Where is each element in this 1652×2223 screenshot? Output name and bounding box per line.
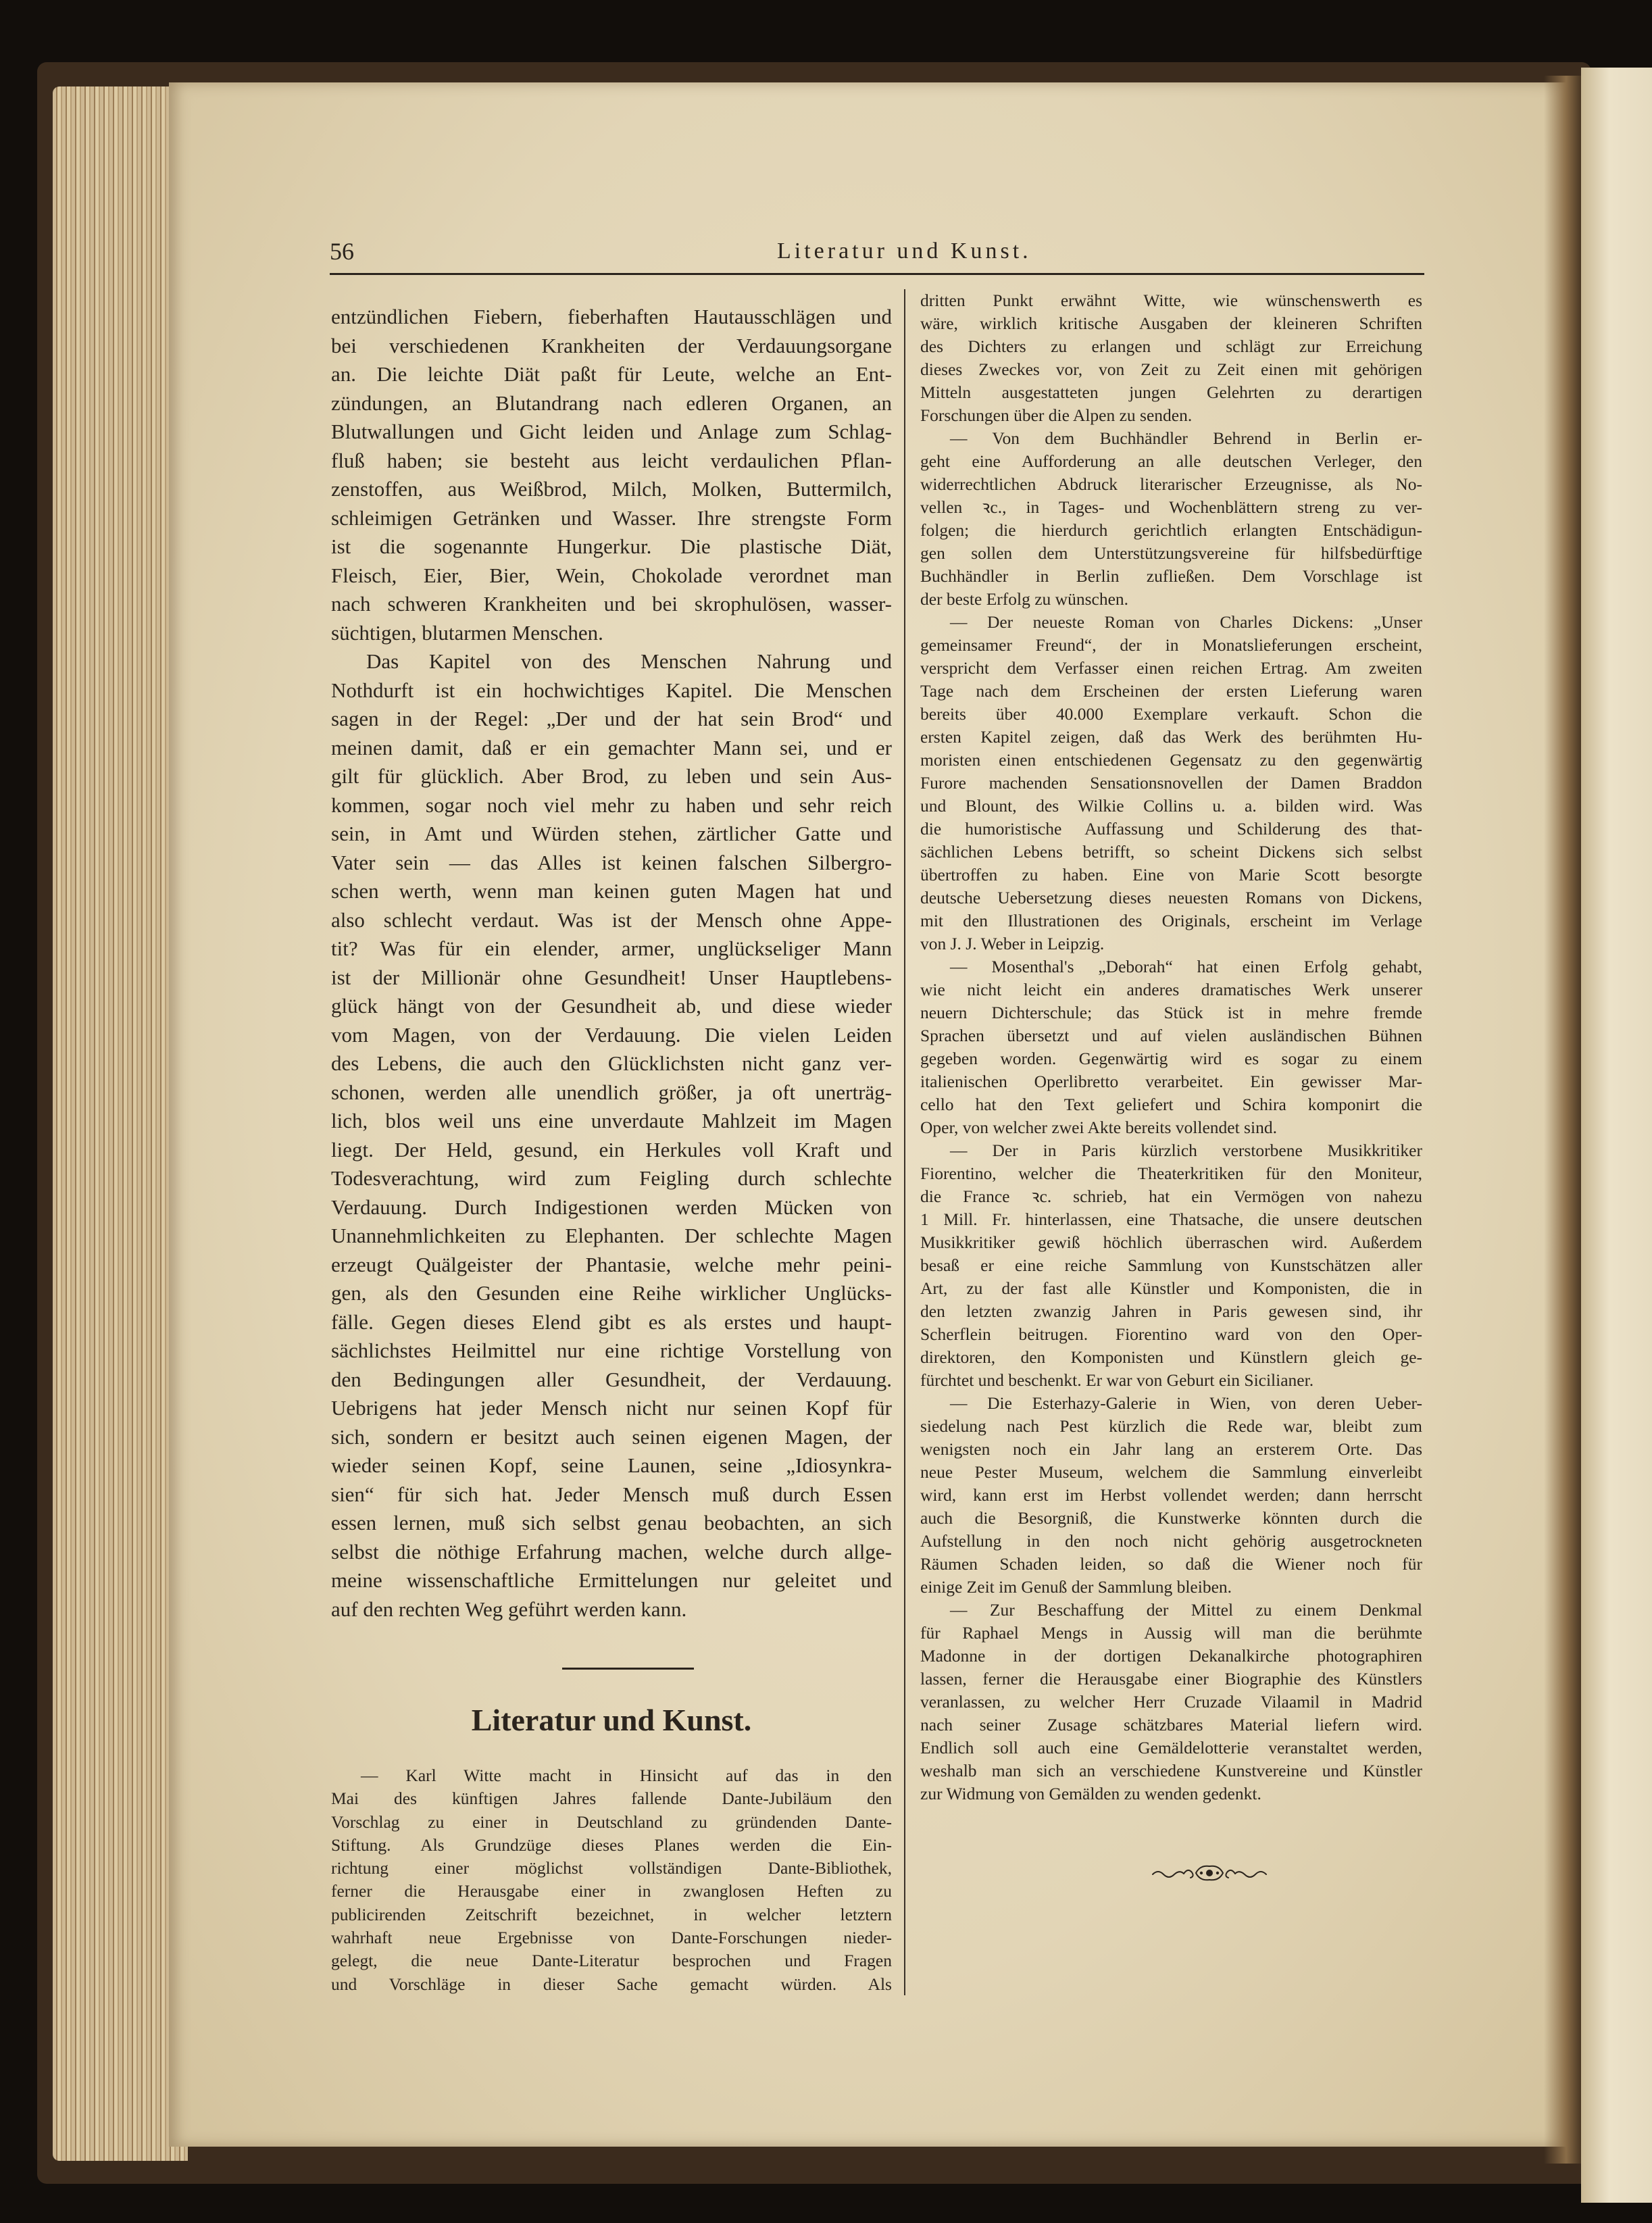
text-line: und Blount, des Wilkie Collins u. a. bilden wird. Was <box>920 796 1422 816</box>
text-line: einige Zeit im Genuß der Sammlung bleiben. <box>920 1577 1232 1597</box>
text-line: 1 Mill. Fr. hinterlassen, eine Thatsache, die unsere deutschen <box>920 1209 1422 1229</box>
paragraph <box>920 955 1422 1139</box>
text-line: — Mosenthal's „Deborah“ hat einen Erfolg gehabt, <box>950 957 1422 976</box>
text-line: bereits über 40.000 Exemplare verkauft. Schon die <box>920 704 1422 724</box>
text-line: Musikkritiker gewiß höchlich überraschen wird. Außerdem <box>920 1232 1422 1252</box>
text-line: moristen einen entschiedenen Gegensatz zu den gegenwärtig <box>920 750 1422 770</box>
text-line: publicirenden Zeitschrift bezeichnet, in welcher letztern <box>331 1904 892 1924</box>
text-line: ersten Kapitel zeigen, daß das Werk des berühmten Hu- <box>920 727 1422 747</box>
text-line: an. Die leichte Diät paßt für Leute, welche an Ent- <box>331 362 892 386</box>
text-line: Stiftung. Als Grundzüge dieses Planes werden die Ein- <box>331 1834 892 1855</box>
text-line: Tage nach dem Erscheinen der ersten Lieferung waren <box>920 681 1422 701</box>
text-line: schonen, werden alle unendlich größer, ja oft unerträg- <box>331 1080 892 1104</box>
text-line: dieses Zweckes vor, von Zeit zu Zeit einen mit gehörigen <box>920 359 1422 379</box>
text-line: Todesverachtung, wird zum Feigling durch schlechte <box>331 1166 892 1190</box>
text-line: schen werth, wenn man keinen guten Magen hat und <box>331 879 892 903</box>
text-line: Furore machenden Sensationsnovellen der Damen Braddon <box>920 773 1422 793</box>
text-line: lich, blos weil uns eine unverdaute Mahlzeit im Magen <box>331 1109 892 1132</box>
text-line: der beste Erfolg zu wünschen. <box>920 589 1129 609</box>
text-line: nach schweren Krankheiten und bei skrophulösen, wasser- <box>331 592 892 616</box>
text-line: wenigsten noch ein Jahr lang an ersterem Orte. Das <box>920 1439 1422 1459</box>
text-line: des Lebens, die auch den Glücklichsten nicht ganz ver- <box>331 1051 892 1075</box>
text-line: auf den rechten Weg geführt werden kann. <box>331 1597 687 1621</box>
text-line: auch die Besorgniß, die Kunstwerke könnten durch die <box>920 1508 1422 1528</box>
paragraph <box>920 289 1422 427</box>
paragraph <box>331 303 892 647</box>
header-rule <box>330 273 1424 275</box>
text-line: wieder seinen Kopf, seine Launen, seine „Idiosynkra- <box>331 1453 892 1477</box>
text-line: vom Magen, von der Verdauung. Die vielen Leiden <box>331 1022 892 1047</box>
text-line: gen, als den Gesunden eine Reihe wirklicher Unglücks- <box>331 1281 892 1305</box>
text-line: tit? Was für ein elender, armer, unglückseliger Mann <box>331 936 892 960</box>
text-line: essen lernen, muß sich selbst genau beobachten, an sich <box>331 1511 892 1534</box>
text-line: von J. J. Weber in Leipzig. <box>920 934 1105 953</box>
text-line: Uebrigens hat jeder Mensch nicht nur seinen Kopf für <box>331 1396 892 1420</box>
text-line: Art, zu der fast alle Künstler und Komponisten, die in <box>920 1278 1422 1298</box>
text-line: wie nicht leicht ein anderes dramatisches Werk unserer <box>920 980 1422 999</box>
running-head: Literatur und Kunst. <box>777 239 1032 264</box>
text-line: meinen damit, daß er ein gemachter Mann sei, und er <box>331 735 892 759</box>
text-line: direktoren, den Komponisten und Künstlern gleich ge- <box>920 1347 1422 1367</box>
column-divider <box>904 289 905 1995</box>
text-line: weshalb man sich an verschiedene Kunstvereine und Künstler <box>920 1761 1422 1780</box>
text-line: zündungen, an Blutandrang nach edleren Organen, an <box>331 391 892 415</box>
binding-gutter <box>1544 76 1584 2164</box>
text-line: gilt für glücklich. Aber Brod, zu leben und sein Aus- <box>331 764 892 788</box>
text-line: neue Pester Museum, welchem die Sammlung einverleibt <box>920 1462 1422 1482</box>
text-line: wahrhaft neue Ergebnisse von Dante-Forschungen nieder- <box>331 1928 892 1948</box>
text-line: neuern Dichterschule; das Stück ist in mehre fremde <box>920 1003 1422 1022</box>
text-line: — Der neueste Roman von Charles Dickens: „Unser <box>950 612 1422 632</box>
text-line: cello hat den Text geliefert und Schira komponirt die <box>920 1095 1422 1114</box>
text-line: den Bedingungen aller Gesundheit, der Verdauung. <box>331 1367 892 1391</box>
text-line: Vater sein — das Alles ist keinen falschen Silbergro- <box>331 850 892 874</box>
text-line: kommen, sogar noch viel mehr zu haben und sehr reich <box>331 793 892 817</box>
text-line: gemeinsamer Freund“, der in Monatslieferungen erscheint, <box>920 635 1422 655</box>
text-line: bei verschiedenen Krankheiten der Verdauungsorgane <box>331 333 892 357</box>
text-line: fluß haben; sie besteht aus leicht verdaulichen Pflan- <box>331 448 892 472</box>
text-line: Fleisch, Eier, Bier, Wein, Chokolade verordnet man <box>331 563 892 587</box>
text-line: selbst die nöthige Erfahrung machen, welche durch allge- <box>331 1539 892 1564</box>
text-line: die humoristische Auffassung und Schilderung des that- <box>920 819 1422 839</box>
text-line: glück hängt von der Gesundheit ab, und diese wieder <box>331 994 892 1018</box>
paragraph <box>920 1392 1422 1599</box>
text-line: vellen ꝛc., in Tages- und Wochenblättern streng zu ver- <box>920 497 1422 517</box>
text-line: gelegt, die neue Dante-Literatur besprochen und Fragen <box>331 1951 892 1971</box>
text-line: Scherflein beitrugen. Fiorentino ward von den Oper- <box>920 1324 1422 1344</box>
text-line: sich, sondern er besitzt auch seinen eigenen Magen, der <box>331 1424 892 1449</box>
left-column <box>331 303 892 1624</box>
paragraph <box>920 611 1422 955</box>
text-line: geht eine Aufforderung an alle deutschen Verleger, den <box>920 451 1422 471</box>
text-line: — Die Esterhazy-Galerie in Wien, von deren Ueber- <box>950 1393 1422 1413</box>
text-line: Forschungen über die Alpen zu senden. <box>920 405 1193 425</box>
text-line: nach seiner Zusage schätzbares Material liefern wird. <box>920 1715 1422 1734</box>
text-line: also schlecht verdaut. Was ist der Mensch ohne Appe- <box>331 907 892 932</box>
text-line: schleimigen Getränken und Wasser. Ihre strengste Form <box>331 505 892 530</box>
text-line: folgen; die hierdurch gerichtlich erlangten Entschädigun- <box>920 520 1422 540</box>
text-line: entzündlichen Fiebern, fieberhaften Hautausschlägen und <box>331 305 892 328</box>
text-line: meine wissenschaftliche Ermittelungen nur geleitet und <box>331 1568 892 1592</box>
text-line: Madonne in der dortigen Dekanalkirche photographiren <box>920 1646 1422 1666</box>
text-line: gen sollen dem Unterstützungsvereine für hilfsbedürftige <box>920 543 1422 563</box>
text-line: besaß er eine reiche Sammlung von Kunstschätzen aller <box>920 1255 1422 1275</box>
text-line: ist die sogenannte Hungerkur. Die plastische Diät, <box>331 534 892 558</box>
text-line: wird, kann erst im Herbst vollendet werden; dann herrscht <box>920 1485 1422 1505</box>
text-line: — Von dem Buchhändler Behrend in Berlin er- <box>950 428 1422 448</box>
text-line: Aufstellung in den noch nicht gehörig ausgetrockneten <box>920 1531 1422 1551</box>
paragraph <box>331 647 892 1624</box>
text-line: für Raphael Mengs in Aussig will man die berühmte <box>920 1623 1422 1643</box>
text-line: sien“ für sich hat. Jeder Mensch muß durch Essen <box>331 1482 892 1506</box>
text-line: sächlichstes Heilmittel nur eine richtige Vorstellung von <box>331 1339 892 1362</box>
section-rule <box>562 1668 694 1670</box>
text-line: richtung einer möglichst vollständigen Dante-Bibliothek, <box>331 1858 892 1878</box>
text-line: mit den Illustrationen des Originals, erscheint im Verlage <box>920 911 1422 930</box>
end-ornament <box>1149 1859 1270 1887</box>
text-line: deutsche Uebersetzung dieses neuesten Romans von Dickens, <box>920 888 1422 907</box>
text-line: ist der Millionär ohne Gesundheit! Unser Hauptlebens- <box>331 965 892 989</box>
text-line: Verdauung. Durch Indigestionen werden Mücken von <box>331 1195 892 1219</box>
text-line: und Vorschläge in dieser Sache gemacht würden. Als <box>331 1974 892 1994</box>
right-column <box>920 289 1422 1805</box>
text-line: — Zur Beschaffung der Mittel zu einem Denkmal <box>950 1600 1422 1620</box>
text-line: Vorschlag zu einer in Deutschland zu gründenden Dante- <box>331 1812 892 1832</box>
text-line: widerrechtlichen Abdruck literarischer Erzeugnisse, als No- <box>920 474 1422 494</box>
text-line: ferner die Herausgabe einer in zwanglosen Heften zu <box>331 1881 892 1901</box>
text-line: zur Widmung von Gemälden zu wenden gedenkt. <box>920 1784 1261 1803</box>
text-line: Mai des künftigen Jahres fallende Dante-Jubiläum den <box>331 1789 892 1809</box>
text-line: sagen in der Regel: „Der und der hat sein Brod“ und <box>331 707 892 730</box>
paragraph <box>331 1764 892 1996</box>
text-line: lassen, ferner die Herausgabe einer Biographie des Künstlers <box>920 1669 1422 1689</box>
text-line: gegeben worden. Gegenwärtig wird es sogar zu einem <box>920 1049 1422 1068</box>
text-line: fürchtet und beschenkt. Er war von Geburt ein Sicilianer. <box>920 1370 1314 1390</box>
text-line: den letzten zwanzig Jahren in Paris gewesen sind, ihr <box>920 1301 1422 1321</box>
text-line: liegt. Der Held, gesund, ein Herkules voll Kraft und <box>331 1137 892 1162</box>
text-line: — Der in Paris kürzlich verstorbene Musikkritiker <box>950 1141 1422 1160</box>
text-line: dritten Punkt erwähnt Witte, wie wünschenswerth es <box>920 291 1422 310</box>
text-line: Oper, von welcher zwei Akte bereits vollendet sind. <box>920 1118 1277 1137</box>
text-line: Blutwallungen und Gicht leiden und Anlage zum Schlag- <box>331 420 892 443</box>
paragraph <box>920 1599 1422 1805</box>
text-line: erzeugt Quälgeister der Phantasie, welche mehr peini- <box>331 1252 892 1276</box>
text-line: Nothdurft ist ein hochwichtiges Kapitel. Die Menschen <box>331 678 892 702</box>
text-line: verspricht dem Verfasser einen reichen Ertrag. Am zweiten <box>920 658 1422 678</box>
section-column <box>331 1764 892 1996</box>
text-line: übertroffen zu haben. Eine von Marie Scott besorgte <box>920 865 1422 884</box>
page-number: 56 <box>330 238 354 265</box>
page-stack-edges <box>53 86 188 2161</box>
text-line: fälle. Gegen dieses Elend gibt es als erstes und haupt- <box>331 1309 892 1334</box>
section-heading: Literatur und Kunst. <box>471 1703 752 1737</box>
text-line: siedelung nach Pest kürzlich die Rede war, bleibt zum <box>920 1416 1422 1436</box>
text-line: wäre, wirklich kritische Ausgaben der kleineren Schriften <box>920 314 1422 333</box>
text-line: sächlichen Lebens betrifft, so scheint Dickens sich selbst <box>920 842 1422 861</box>
text-line: des Dichters zu erlangen und schlägt zur Erreichung <box>920 336 1422 356</box>
text-line: Endlich soll auch eine Gemäldelotterie veranstaltet werden, <box>920 1738 1422 1757</box>
text-line: Mitteln ausgestatteten jungen Gelehrten zu derartigen <box>920 382 1422 402</box>
paragraph <box>920 1139 1422 1392</box>
text-line: Fiorentino, welcher die Theaterkritiken für den Moniteur, <box>920 1164 1422 1183</box>
facing-page-edge <box>1581 68 1652 2203</box>
paragraph <box>920 427 1422 611</box>
text-line: sein, in Amt und Würden stehen, zärtlicher Gatte und <box>331 822 892 845</box>
text-line: Räumen Schaden leiden, so daß die Wiener noch für <box>920 1554 1422 1574</box>
text-line: zenstoffen, aus Weißbrod, Milch, Molken, Buttermilch, <box>331 477 892 501</box>
text-line: süchtigen, blutarmen Menschen. <box>331 620 603 645</box>
text-line: Buchhändler in Berlin zufließen. Dem Vorschlage ist <box>920 566 1422 586</box>
text-line: veranlassen, zu welcher Herr Cruzade Vilaamil in Madrid <box>920 1692 1422 1712</box>
text-line: Das Kapitel von des Menschen Nahrung und <box>366 649 892 673</box>
text-line: italienischen Operlibretto verarbeitet. Ein gewisser Mar- <box>920 1072 1422 1091</box>
text-line: Sprachen übersetzt und auf vielen ausländischen Bühnen <box>920 1026 1422 1045</box>
text-line: — Karl Witte macht in Hinsicht auf das in den <box>361 1766 892 1785</box>
text-line: Unannehmlichkeiten zu Elephanten. Der schlechte Magen <box>331 1224 892 1247</box>
text-line: die France ꝛc. schrieb, hat ein Vermögen von nahezu <box>920 1187 1422 1206</box>
